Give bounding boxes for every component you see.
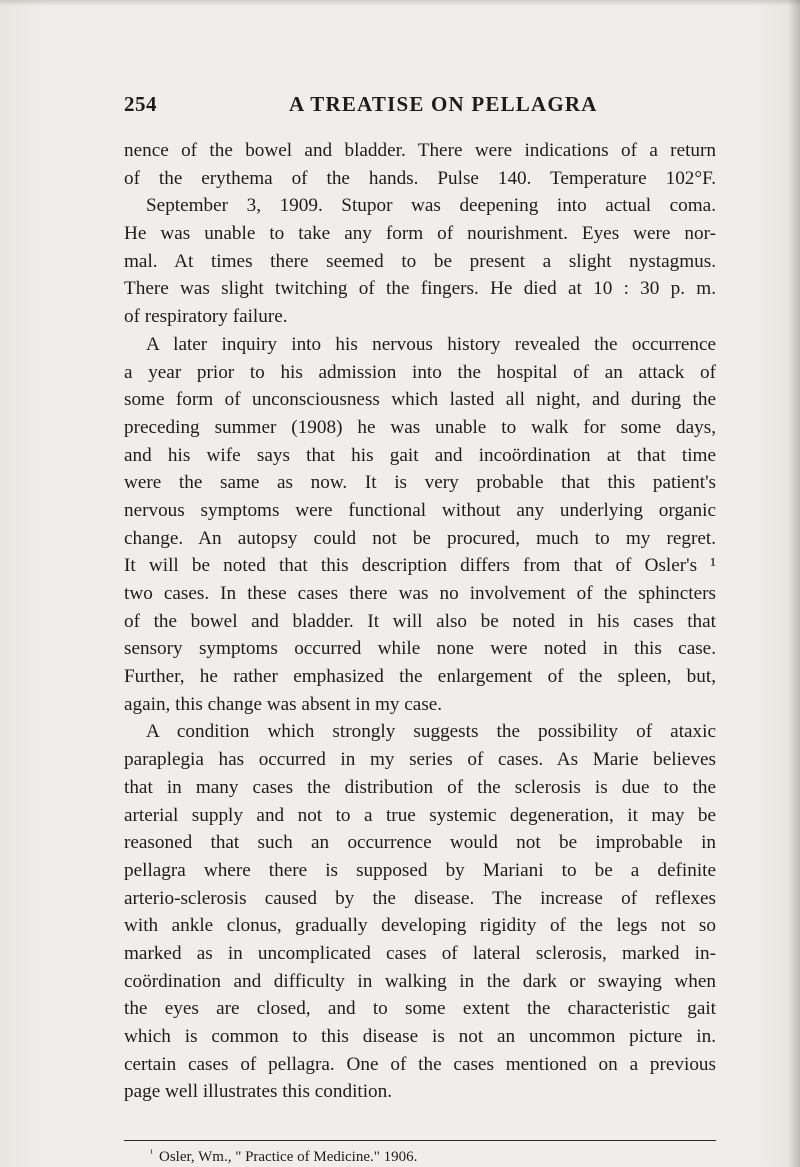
text-line: marked as in uncomplicated cases of lateral sclerosis, marked in- [124, 942, 716, 964]
footnote-mark: ¹ [150, 1148, 153, 1159]
text-line: were the same as now. It is very probable that this patient's [124, 472, 716, 494]
text-line: of the erythema of the hands. Pulse 140. Temperature 102°F. [124, 167, 716, 189]
text-line: He was unable to take any form of nourishment. Eyes were nor- [124, 223, 716, 245]
text-line: of respiratory failure. [124, 306, 288, 328]
footnote [150, 1145, 710, 1166]
text-line: two cases. In these cases there was no involvement of the sphincters [124, 583, 716, 604]
text-line: the eyes are closed, and to some extent the characteristic gait [124, 998, 716, 1020]
text-line: There was slight twitching of the fingers. He died at 10 : 30 p. m. [124, 278, 716, 300]
page-number: 254 [124, 92, 157, 116]
page-edge-shadow [788, 0, 800, 1167]
running-header [124, 92, 716, 120]
footnote-rule [124, 1140, 716, 1141]
text-line: nervous symptoms were functional without any underlying organic [124, 499, 716, 521]
text-line: pellagra where there is supposed by Mariani to be a definite [124, 859, 716, 881]
text-line: It will be noted that this description differs from that of Osler's ¹ [124, 555, 716, 577]
text-line: again, this change was absent in my case. [124, 693, 443, 715]
body-text [124, 137, 716, 1106]
text-line: mal. At times there seemed to be present a slight nystagmus. [124, 250, 716, 272]
text-line: coördination and difficulty in walking in the dark or swaying when [124, 970, 716, 992]
text-line: a year prior to his admission into the hospital of an attack of [124, 361, 716, 383]
text-line: A condition which strongly suggests the possibility of ataxic [146, 721, 716, 743]
text-line: reasoned that such an occurrence would not be improbable in [124, 832, 716, 854]
text-line: A later inquiry into his nervous history revealed the occurrence [146, 333, 716, 355]
text-line: with ankle clonus, gradually developing rigidity of the legs not so [124, 915, 716, 937]
text-line: nence of the bowel and bladder. There were indications of a return [124, 140, 716, 161]
text-line: arterial supply and not to a true systemic degeneration, it may be [124, 804, 716, 826]
running-title: A TREATISE ON PELLAGRA [289, 92, 598, 116]
text-line: and his wife says that his gait and incoördination at that time [124, 444, 716, 466]
text-line: that in many cases the distribution of the sclerosis is due to the [124, 776, 716, 798]
text-line: preceding summer (1908) he was unable to walk for some days, [124, 416, 716, 438]
text-line: of the bowel and bladder. It will also be noted in his cases that [124, 610, 716, 632]
text-line: page well illustrates this condition. [124, 1081, 393, 1103]
text-line: sensory symptoms occurred while none were noted in this case. [124, 638, 716, 660]
text-line: paraplegia has occurred in my series of cases. As Marie believes [124, 749, 716, 771]
text-line: certain cases of pellagra. One of the cases mentioned on a previous [124, 1053, 716, 1075]
text-line: arterio-sclerosis caused by the disease. The increase of reflexes [124, 887, 716, 909]
text-line: Further, he rather emphasized the enlargement of the spleen, but, [124, 666, 716, 688]
text-line: which is common to this disease is not an uncommon picture in. [124, 1026, 716, 1047]
text-line: September 3, 1909. Stupor was deepening into actual coma. [146, 195, 716, 217]
text-line: some form of unconsciousness which lasted all night, and during the [124, 389, 716, 411]
text-line: change. An autopsy could not be procured, much to my regret. [124, 527, 716, 549]
page-top-shadow [0, 0, 800, 6]
footnote-text: Osler, Wm., " Practice of Medicine." 1906. [159, 1149, 418, 1165]
